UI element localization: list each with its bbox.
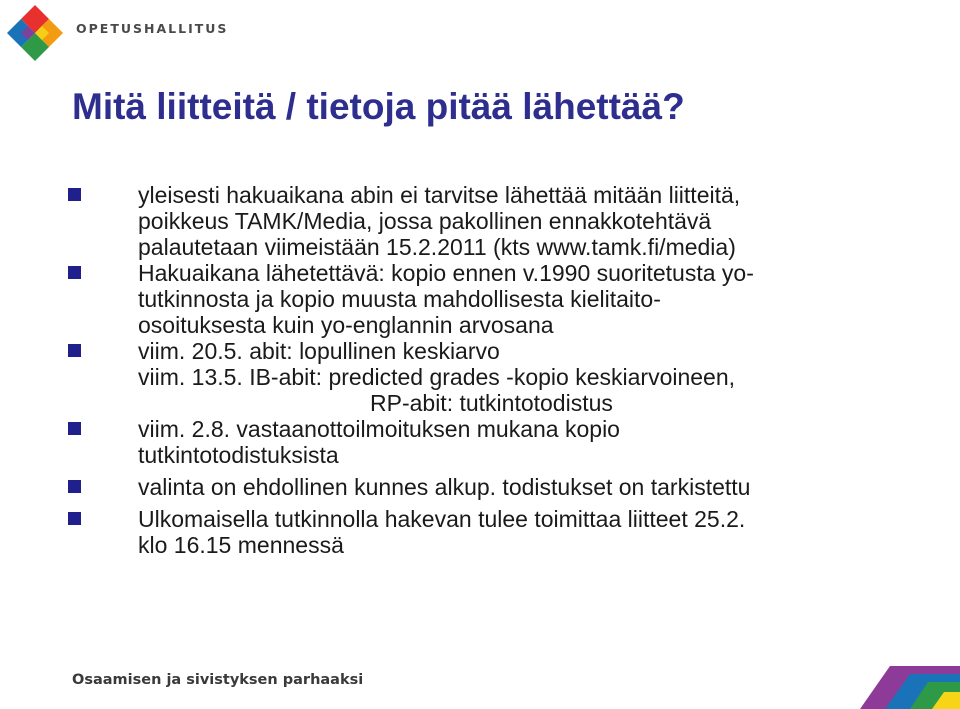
bullet-text-line: klo 16.15 mennessä <box>138 532 344 558</box>
square-bullet-icon <box>68 422 81 435</box>
bullet-item <box>0 338 960 364</box>
bullet-item <box>0 182 960 260</box>
bullet-text-line: RP-abit: tutkintotodistus <box>370 390 613 416</box>
bullet-text-line: viim. 2.8. vastaanottoilmoituksen mukana kopio <box>138 416 620 442</box>
bullet-text-line: Hakuaikana lähetettävä: kopio ennen v.1990 suoritetusta yo- <box>138 260 754 286</box>
square-bullet-icon <box>68 480 81 493</box>
bullet-text-line: Ulkomaisella tutkinnolla hakevan tulee toimittaa liitteet 25.2. <box>138 506 746 532</box>
bullet-item <box>0 506 960 558</box>
bullet-text-line: yleisesti hakuaikana abin ei tarvitse lähettää mitään liitteitä, <box>138 182 741 208</box>
bullet-text-line: viim. 20.5. abit: lopullinen keskiarvo <box>138 338 500 364</box>
square-bullet-icon <box>68 188 81 201</box>
bullet-item <box>0 474 960 500</box>
footer-tagline: Osaamisen ja sivistyksen parhaaksi <box>72 672 364 688</box>
bullet-text-line: viim. 13.5. IB-abit: predicted grades -kopio keskiarvoineen, <box>138 364 736 390</box>
square-bullet-icon <box>68 266 81 279</box>
bullet-text-line: osoituksesta kuin yo-englannin arvosana <box>138 312 554 338</box>
bullet-item <box>0 364 960 416</box>
square-bullet-icon <box>68 512 81 525</box>
bullet-text-line: poikkeus TAMK/Media, jossa pakollinen ennakkotehtävä <box>138 208 712 234</box>
bullet-item <box>0 416 960 468</box>
bullet-text-line: tutkinnosta ja kopio muusta mahdollisesta kielitaito- <box>138 286 661 312</box>
color-stripe-icon <box>840 666 960 709</box>
bullet-item <box>0 260 960 338</box>
brand-name: OPETUSHALLITUS <box>76 21 229 36</box>
bullet-text-line: tutkintotodistuksista <box>138 442 339 468</box>
slide-title: Mitä liitteitä / tietoja pitää lähettää? <box>72 86 685 127</box>
diamond-logo-icon <box>6 4 64 62</box>
bullet-list <box>0 182 960 558</box>
bullet-text-line: valinta on ehdollinen kunnes alkup. todistukset on tarkistettu <box>138 474 751 500</box>
square-bullet-icon <box>68 344 81 357</box>
bullet-text-line: palautetaan viimeistään 15.2.2011 (kts www.tamk.fi/media) <box>138 234 736 260</box>
